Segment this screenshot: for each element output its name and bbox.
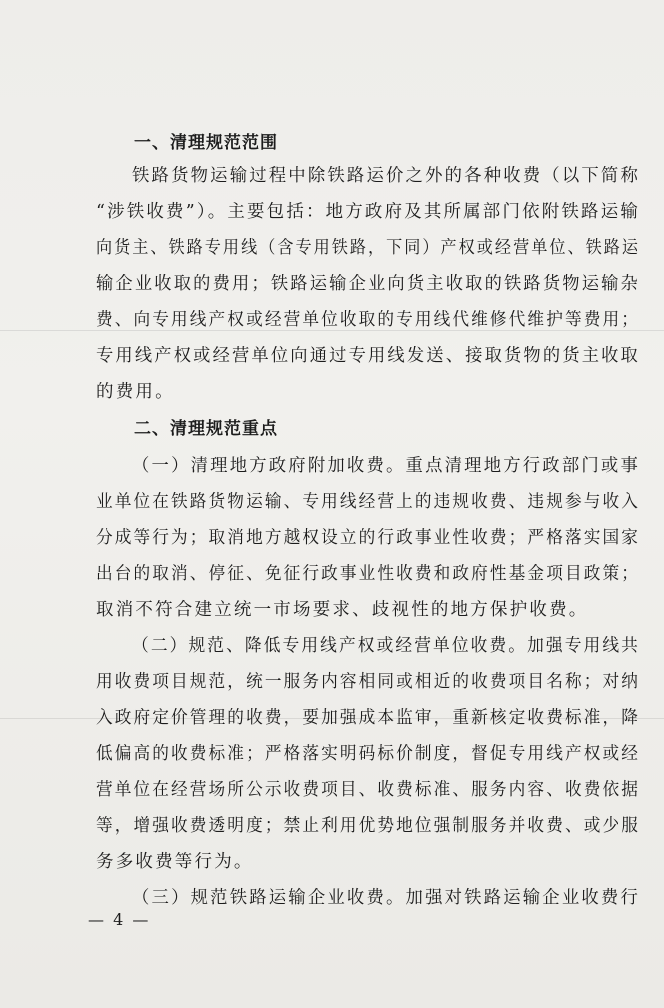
text-line: 出台的取消、停征、免征行政事业性收费和政府性基金项目政策； [96,564,640,584]
text-line: 等，增强收费透明度；禁止利用优势地位强制服务并收费、或少服 [96,816,640,836]
text-line: 业单位在铁路货物运输、专用线经营上的违规收费、违规参与收入 [96,492,640,512]
text-line: （三）规范铁路运输企业收费。加强对铁路运输企业收费行 [132,888,640,908]
section-heading: 一、清理规范范围 [134,133,278,153]
text-line: 低偏高的收费标准；严格落实明码标价制度，督促专用线产权或经 [96,744,640,764]
text-line: 铁路货物运输过程中除铁路运价之外的各种收费（以下简称 [132,166,640,186]
text-line: （二）规范、降低专用线产权或经营单位收费。加强专用线共 [132,636,640,656]
text-line: 营单位在经营场所公示收费项目、收费标准、服务内容、收费依据 [96,780,640,800]
text-line: 输企业收取的费用；铁路运输企业向货主收取的铁路货物运输杂 [96,274,640,294]
page-number: — 4 — [88,910,151,929]
text-line: 务多收费等行为。 [96,852,254,872]
text-line: 专用线产权或经营单位向通过专用线发送、接取货物的货主收取 [96,346,640,366]
text-line: 向货主、铁路专用线（含专用铁路，下同）产权或经营单位、铁路运 [96,238,640,258]
text-line: （一）清理地方政府附加收费。重点清理地方行政部门或事 [132,456,640,476]
section-heading: 二、清理规范重点 [134,419,278,439]
text-line: 取消不符合建立统一市场要求、歧视性的地方保护收费。 [96,600,589,620]
text-line: 入政府定价管理的收费，要加强成本监审，重新核定收费标准，降 [96,708,640,728]
text-line: 的费用。 [96,382,175,402]
text-line: “涉铁收费”）。主要包括：地方政府及其所属部门依附铁路运输 [96,202,640,222]
text-line: 分成等行为；取消地方越权设立的行政事业性收费；严格落实国家 [96,528,640,548]
text-line: 用收费项目规范，统一服务内容相同或相近的收费项目名称；对纳 [96,672,640,692]
text-line: 费、向专用线产权或经营单位收取的专用线代维修代维护等费用； [96,310,640,330]
